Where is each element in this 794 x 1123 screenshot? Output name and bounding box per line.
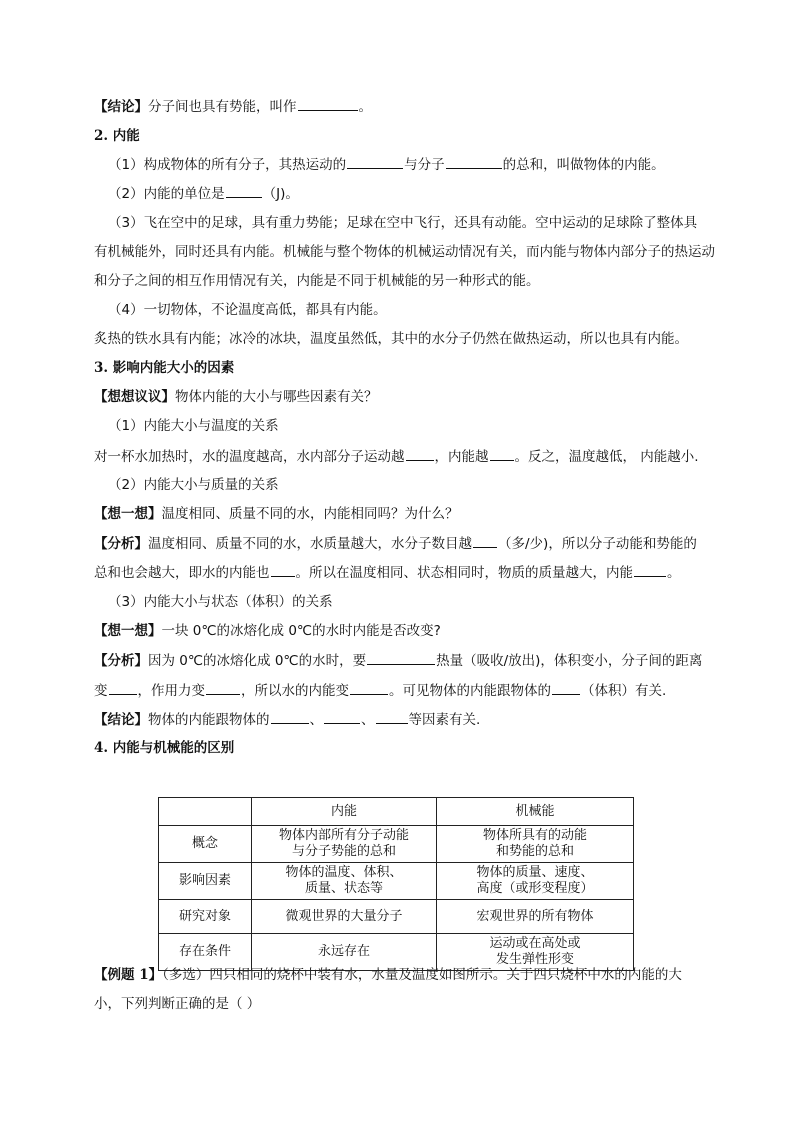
text-line-l3 xyxy=(108,154,665,175)
text-line-l19 xyxy=(94,621,441,641)
blank-underline xyxy=(490,446,514,461)
text-run: （1）内能大小与温度的关系 xyxy=(108,418,279,434)
bold-label: 【分析】 xyxy=(94,536,148,552)
text-line-l18 xyxy=(108,592,333,612)
text-run: （1）构成物体的所有分子，其热运动的 xyxy=(108,157,347,173)
table-cell: 物体所具有的动能 和势能的总和 xyxy=(437,826,634,863)
text-line-l16 xyxy=(94,533,697,554)
text-line-l9 xyxy=(94,329,688,349)
bold-label: 【想想议议】 xyxy=(94,389,175,405)
text-run: 有机械能外，同时还具有内能。机械能与整个物体的机械运动情况有关，而内能与物体内部分子的热运动 xyxy=(94,244,715,260)
blank-underline xyxy=(376,709,408,724)
table-header-row xyxy=(159,798,634,826)
text-run: （J)。 xyxy=(262,186,299,202)
text-run: 热量（吸收/放出)，体积变小，分子间的距离 xyxy=(436,653,703,669)
bold-label: 【结论】 xyxy=(94,99,148,115)
text-run: 变 xyxy=(94,683,108,699)
text-line-l17 xyxy=(94,562,681,583)
table-row xyxy=(159,826,634,863)
text-run: （4）一切物体，不论温度高低，都具有内能。 xyxy=(108,302,387,318)
bold-label: 【分析】 xyxy=(94,653,148,669)
blank-underline xyxy=(350,680,388,695)
blank-underline xyxy=(324,709,360,724)
text-run: 温度相同、质量不同的水，水质量越大，水分子数目越 xyxy=(148,536,472,552)
text-line-l14 xyxy=(108,475,279,495)
text-run: ，内能越 xyxy=(434,449,489,465)
text-run: ，作用力变 xyxy=(137,683,205,699)
text-line-l13 xyxy=(94,446,699,467)
text-line-l7 xyxy=(94,271,540,291)
table-row xyxy=(159,863,634,900)
table-cell: 运动或在高处或 发生弹性形变 xyxy=(437,934,634,971)
text-run: 、 xyxy=(361,712,375,728)
table-cell: 内能 xyxy=(252,798,437,826)
text-run: 。可见物体的内能跟物体的 xyxy=(389,683,551,699)
text-run: 。反之，温度越低， 内能越小. xyxy=(514,449,699,465)
table-cell: 宏观世界的所有物体 xyxy=(437,900,634,934)
text-run: （2）内能的单位是 xyxy=(108,186,225,202)
text-line-l2 xyxy=(94,126,140,146)
blank-underline xyxy=(109,680,137,695)
text-line-l22 xyxy=(94,709,480,730)
blank-underline xyxy=(552,680,580,695)
blank-underline xyxy=(271,562,295,577)
text-line-l11 xyxy=(94,387,378,407)
text-run: 、 xyxy=(309,712,323,728)
text-run: 因为 0℃的冰熔化成 0℃的水时，要 xyxy=(148,653,367,669)
text-line-l1 xyxy=(94,96,372,117)
text-run: （体积）有关. xyxy=(581,683,667,699)
bold-label: 4. 内能与机械能的区别 xyxy=(94,740,235,756)
blank-underline xyxy=(406,446,434,461)
text-run: 。所以在温度相同、状态相同时，物质的质量越大，内能 xyxy=(295,565,633,581)
text-run: （3）内能大小与状态（体积）的关系 xyxy=(108,594,333,610)
table-cell: 微观世界的大量分子 xyxy=(252,900,437,934)
blank-underline xyxy=(271,709,309,724)
text-run: 等因素有关. xyxy=(408,712,481,728)
table-cell: 物体的温度、体积、 质量、状态等 xyxy=(252,863,437,900)
text-line-l8 xyxy=(108,300,387,320)
text-run: （多/少)，所以分子动能和势能的 xyxy=(498,536,697,552)
text-run: 分子间也具有势能，叫作 xyxy=(148,99,297,115)
text-run: 物体的内能跟物体的 xyxy=(148,712,270,728)
text-run: 温度相同、质量不同的水，内能相同吗？为什么？ xyxy=(161,506,459,522)
table-cell: 存在条件 xyxy=(159,934,252,971)
text-line-l6 xyxy=(94,242,715,262)
table-row xyxy=(159,934,634,971)
text-line-l15 xyxy=(94,504,459,524)
table-cell: 影响因素 xyxy=(159,863,252,900)
text-run: （3）飞在空中的足球，具有重力势能；足球在空中飞行，还具有动能。空中运动的足球除了整体具 xyxy=(108,215,698,231)
comparison-table xyxy=(158,797,634,971)
text-line-l10 xyxy=(94,358,234,378)
blank-underline xyxy=(347,154,403,169)
table-cell: 物体内部所有分子动能 与分子势能的总和 xyxy=(252,826,437,863)
table-row xyxy=(159,900,634,934)
text-line-l12 xyxy=(108,416,279,436)
text-run: 物体内能的大小与哪些因素有关？ xyxy=(175,389,378,405)
text-line-l21 xyxy=(94,680,666,701)
text-line-l5 xyxy=(108,213,697,233)
text-run: 的总和，叫做物体的内能。 xyxy=(502,157,665,173)
text-line-l4 xyxy=(108,183,299,204)
blank-underline xyxy=(446,154,502,169)
table-cell xyxy=(159,798,252,826)
table-cell: 概念 xyxy=(159,826,252,863)
text-run: （多选）四只相同的烧杯中装有水，水量及温度如图所示。关于四只烧杯中水的内能的大 xyxy=(162,967,682,983)
text-run: 。 xyxy=(358,99,372,115)
bold-label: 【想一想】 xyxy=(94,506,162,522)
bold-label: 3. 影响内能大小的因素 xyxy=(94,360,235,376)
text-run: 与分子 xyxy=(404,157,445,173)
blank-underline xyxy=(298,96,358,111)
table-cell: 永远存在 xyxy=(252,934,437,971)
text-line-l23 xyxy=(94,738,234,758)
table-cell: 物体的质量、速度、 高度（或形变程度） xyxy=(437,863,634,900)
text-run: 对一杯水加热时，水的温度越高，水内部分子运动越 xyxy=(94,449,405,465)
bold-label: 【例题 1】 xyxy=(94,967,163,983)
text-run: （2）内能大小与质量的关系 xyxy=(108,477,279,493)
text-line-l20 xyxy=(94,650,702,671)
blank-underline xyxy=(634,562,666,577)
blank-underline xyxy=(226,183,262,198)
bold-label: 2. 内能 xyxy=(94,128,140,144)
text-run: 炙热的铁水具有内能；冰冷的冰块，温度虽然低，其中的水分子仍然在做热运动，所以也具有内能。 xyxy=(94,331,688,347)
bold-label: 【想一想】 xyxy=(94,623,162,639)
text-run: 。 xyxy=(667,565,681,581)
bold-label: 【结论】 xyxy=(94,712,148,728)
text-run: 小，下列判断正确的是（ ） xyxy=(94,996,261,1012)
table-cell: 研究对象 xyxy=(159,900,252,934)
text-run: ，所以水的内能变 xyxy=(241,683,349,699)
blank-underline xyxy=(206,680,240,695)
blank-underline xyxy=(367,650,435,665)
text-line-l25 xyxy=(94,994,260,1014)
text-run: 总和也会越大，即水的内能也 xyxy=(94,565,270,581)
table-cell: 机械能 xyxy=(437,798,634,826)
text-run: 和分子之间的相互作用情况有关，内能是不同于机械能的另一种形式的能。 xyxy=(94,273,540,289)
text-run: 一块 0℃的冰熔化成 0℃的水时内能是否改变? xyxy=(161,623,441,639)
blank-underline xyxy=(473,533,497,548)
